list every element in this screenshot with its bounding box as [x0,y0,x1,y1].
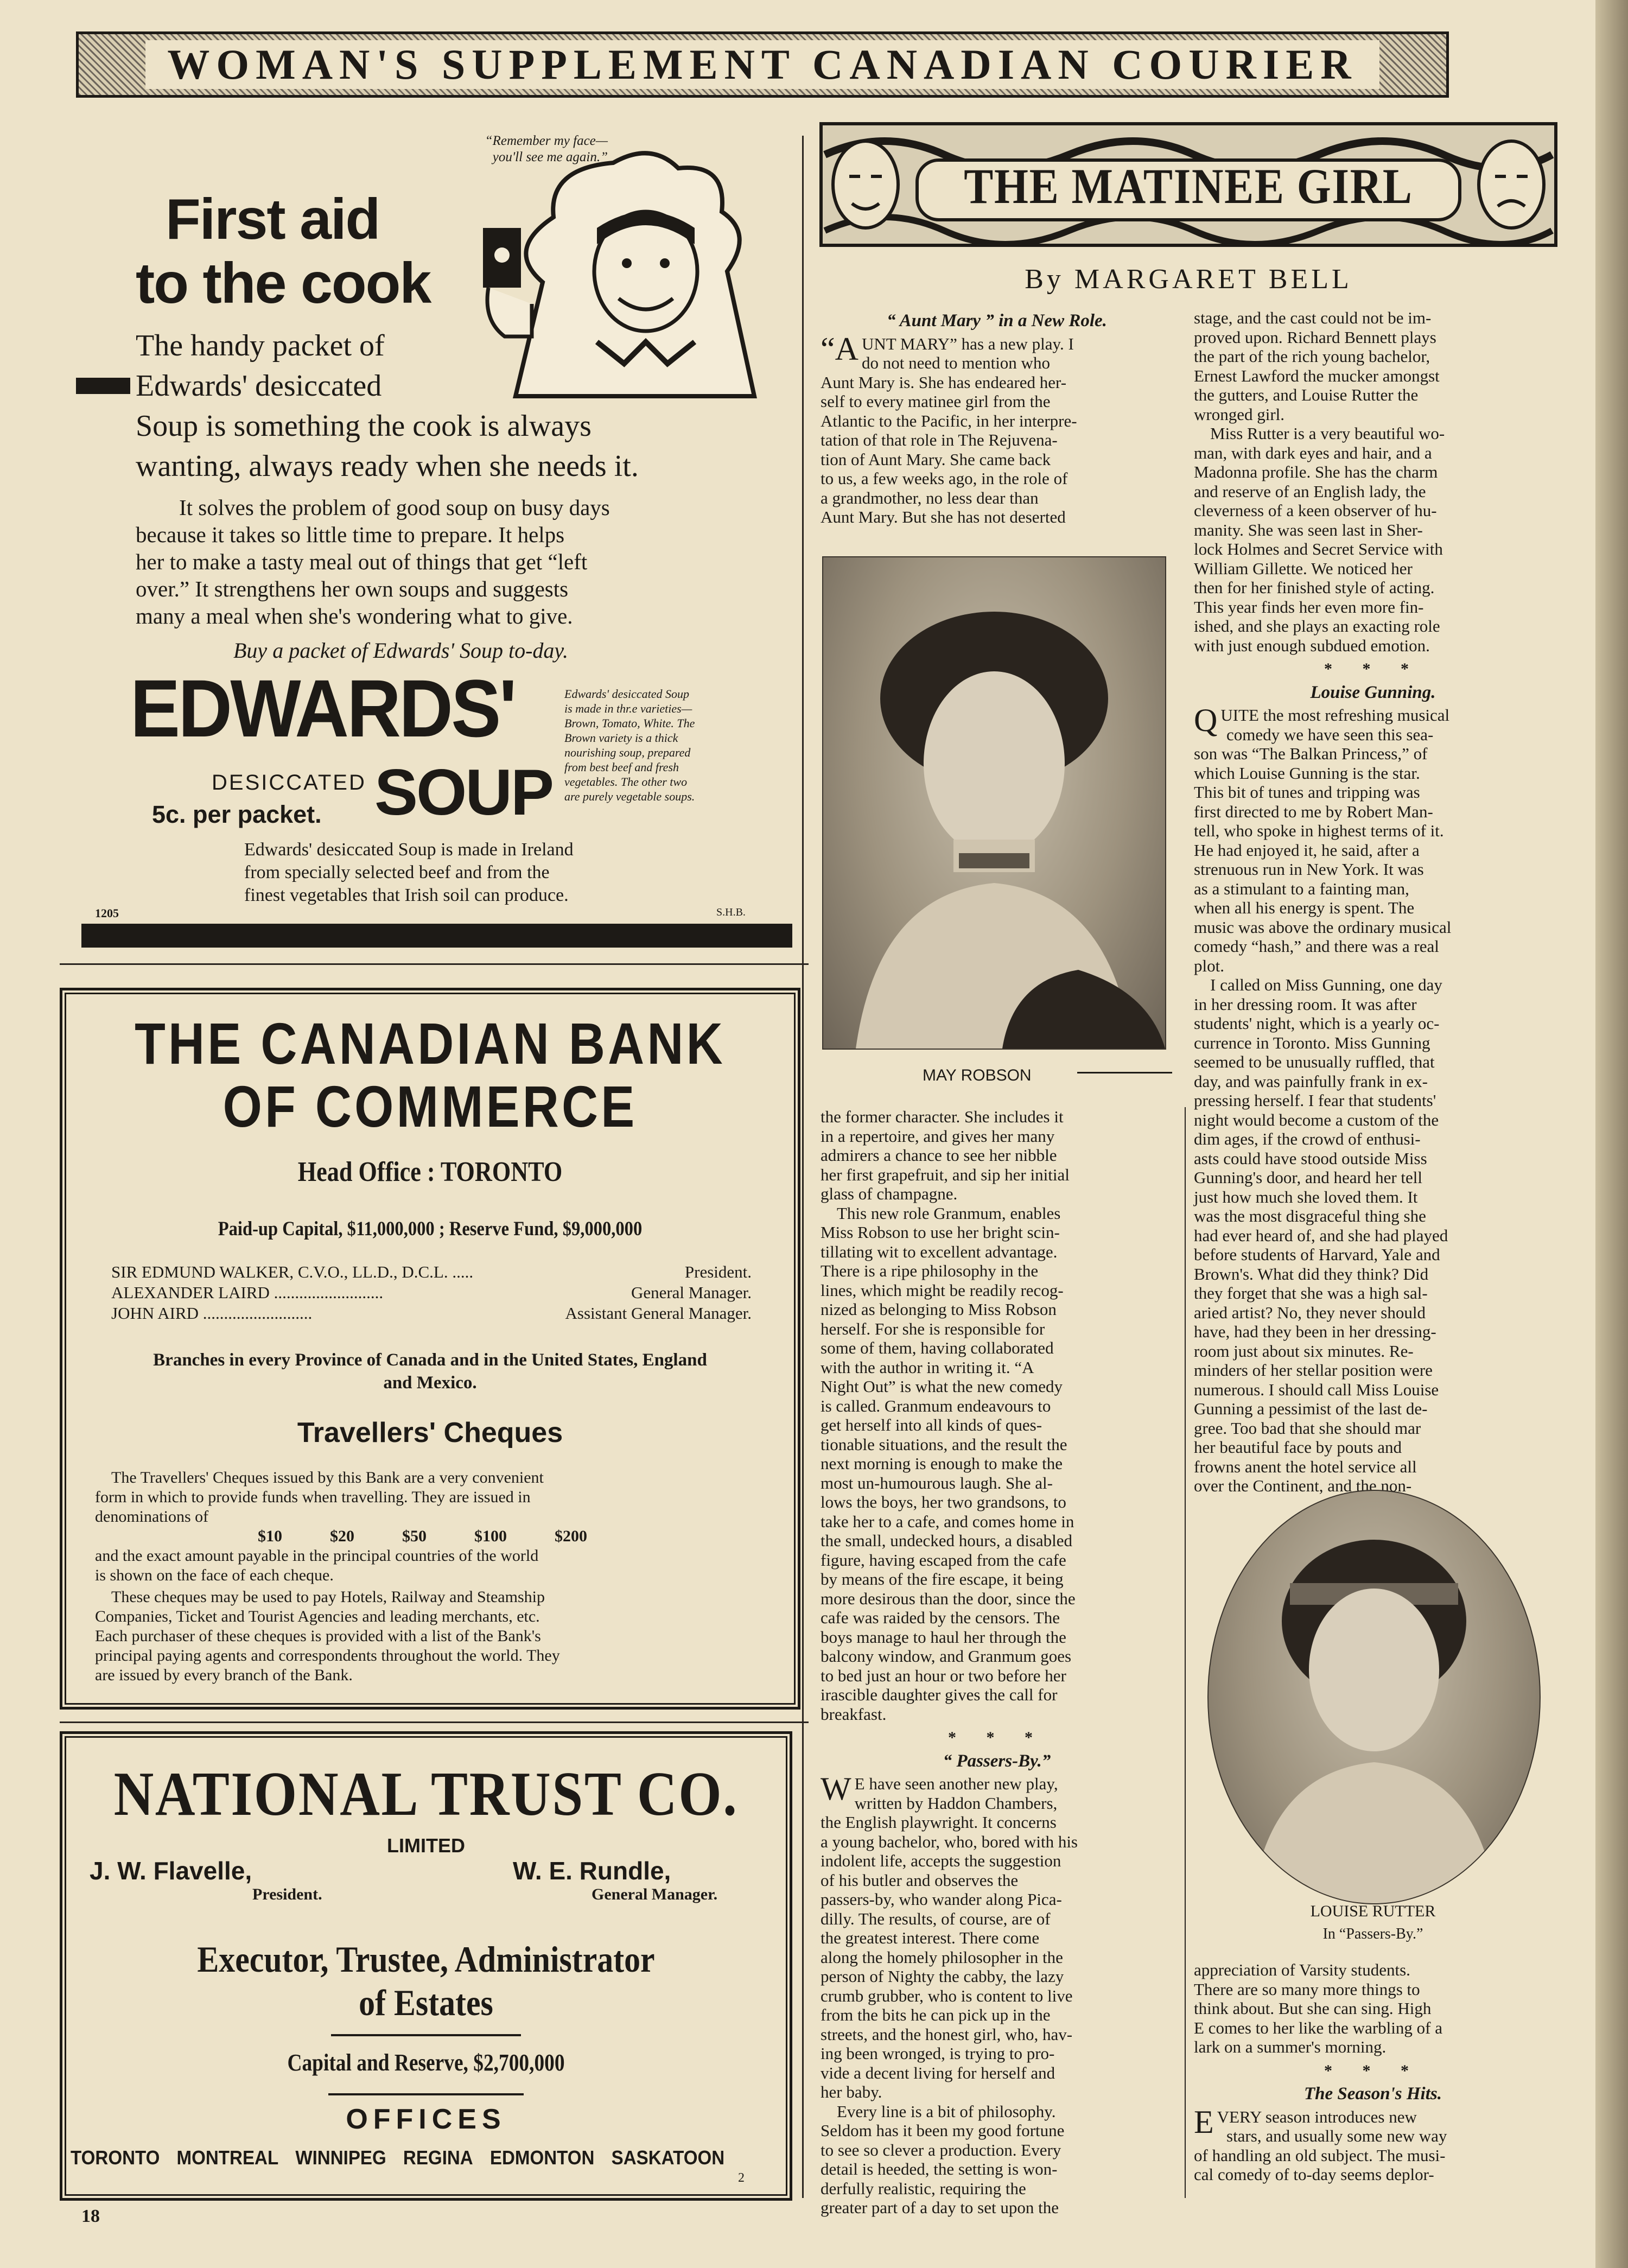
text-line: stars, and usually some new way [1226,2126,1447,2145]
text-line: tillating wit to excellent advantage. [821,1242,1058,1261]
portrait-figure [823,557,1165,1049]
text-line: Miss Rutter is a very beautiful wo- [1210,424,1445,443]
text-line: most un-humourous laugh. She al- [821,1473,1053,1492]
text-line: balcony window, and Granmum goes [821,1647,1072,1666]
office-city: TORONTO [71,2146,160,2169]
section-head: Louise Gunning. [1310,682,1436,702]
section-stars: * * * [1324,660,1422,678]
bank-title [114,1012,746,1138]
text-line: There is a ripe philosophy in the [821,1261,1039,1280]
text-line: to see so clever a production. Every [821,2140,1061,2159]
edwards-soup-ad [81,125,792,955]
text-line: is called. Granmum endeavours to [821,1396,1051,1415]
head-office: Head Office : TORONTO [297,1157,563,1187]
officer-row [111,1282,752,1303]
text-line: seemed to be unusually ruffled, that [1194,1052,1435,1071]
president-name: J. W. Flavelle, [90,1857,252,1885]
text-line: the small, undecked hours, a disabled [821,1531,1073,1550]
speech-line: “Remember my face— [485,134,608,148]
text-line: Gunning a pessimist of the last de- [1194,1399,1428,1418]
text-line: proved upon. Richard Bennett plays [1194,327,1436,347]
bank-title-line: THE CANADIAN BANK [135,1011,726,1076]
text-line: Miss Robson to use her bright scin- [821,1223,1060,1242]
speech-line: you'll see me again.” [492,150,608,164]
louise-rutter-photo [1207,1490,1541,1904]
text-line: ing been wronged, is trying to pro- [821,2044,1055,2063]
intro-line: wanting, always ready when she needs it. [136,449,639,483]
officer-role: President. [684,1262,752,1281]
ad-divider [60,1721,809,1723]
text-line: asts could have stood outside Miss [1194,1148,1427,1168]
denomination: $10 [258,1527,282,1545]
text-line: streets, and the honest girl, who, hav- [821,2024,1073,2044]
note-line: is made in thr.e varieties— [564,702,692,715]
cheques-line: form in which to provide funds when travelling. They are issued in [95,1488,531,1506]
text-line: take her to a cafe, and comes home in [821,1511,1074,1531]
soup-logo: SOUP [374,756,553,829]
text-line: Brown's. What did they think? Did [1194,1264,1429,1284]
text-line: strenuous run in New York. It was [1194,860,1424,879]
column-rule [1185,1107,1186,2198]
text-line: lock Holmes and Secret Service with [1194,539,1443,558]
text-line: cafe was raided by the censors. The [821,1608,1060,1627]
denomination: $100 [474,1527,507,1545]
text-line: currence in Toronto. Miss Gunning [1194,1033,1430,1052]
text-line: was the most disgraceful thing she [1194,1206,1426,1225]
text-line: Gunning's door, and heard her tell [1194,1168,1423,1187]
cheques-line: These cheques may be used to pay Hotels, Railway and Steamship [111,1588,545,1606]
branches-line: and Mexico. [383,1373,477,1393]
photo-caption: LOUISE RUTTER [1310,1902,1436,1920]
text-line: cleverness of a keen observer of hu- [1194,501,1437,520]
text-line: lines, which might be readily recog- [821,1280,1064,1300]
text-line: lark on a summer's morning. [1194,2037,1387,2056]
bank-of-commerce-ad [60,988,800,1710]
text-line: E comes to her like the warbling of a [1194,2018,1442,2037]
text-line: dilly. The results, of course, are of [821,1909,1051,1928]
cheques-text [95,1468,768,1685]
trust-services [106,1937,746,2024]
trust-capital: Capital and Reserve, $2,700,000 [287,2049,565,2076]
text-line: from the bits he can pick up in the [821,2005,1051,2024]
offices-list [71,2146,724,2169]
text-line: nized as belonging to Miss Robson [821,1300,1057,1319]
cheques-line: Companies, Ticket and Tourist Agencies and leading merchants, etc. [95,1608,540,1625]
text-line: dim ages, if the crowd of enthusi- [1194,1129,1421,1148]
text-line: numerous. I should call Miss Louise [1194,1380,1439,1399]
edwards-side-note [564,687,754,804]
cheques-title: Travellers' Cheques [297,1417,563,1449]
headline-line: First aid [166,187,380,251]
ad-code-right: S.H.B. [716,906,746,918]
text-line: as a stimulant to a fainting man, [1194,879,1409,898]
intro-line: The handy packet of [136,329,385,363]
body-line: because it takes so little time to prepare. It helps [136,522,565,547]
text-line: appreciation of Varsity students. [1194,1960,1410,1979]
text-line: to us, a few weeks ago, in the role of [821,469,1068,488]
office-city: SASKATOON [611,2146,725,2169]
text-line: with the author in writing it. “A [821,1357,1034,1377]
section-stars: * * * [1324,2061,1422,2080]
officer-row [111,1262,752,1282]
text-line: derfully realistic, requiring the [821,2178,1026,2198]
drop-cap: E [1194,2104,1214,2140]
text-line: written by Haddon Chambers, [854,1793,1058,1813]
desiccated-label: DESICCATED [212,771,366,795]
article-col2-bottom [1194,1960,1552,2184]
text-line: her beautiful face by pouts and [1194,1438,1402,1457]
text-line: This new role Granmum, enables [837,1203,1061,1223]
edwards-headline [136,187,430,315]
black-bar [76,378,130,394]
body-line: her to make a tasty meal out of things that get “left [136,549,588,574]
text-line: the greatest interest. There come [821,1928,1040,1947]
trust-code: 2 [738,2171,745,2185]
text-line: gree. Too bad that she should mar [1194,1418,1421,1438]
body-line: over.” It strengthens her own soups and suggests [136,576,569,601]
text-line: admirers a chance to see her nibble [821,1146,1057,1165]
text-line: a grandmother, no less dear than [821,488,1039,507]
masthead [76,31,1449,98]
text-line: along the homely philosopher in the [821,1947,1063,1967]
text-line: detail is heeded, the setting is won- [821,2159,1058,2178]
text-line: UNT MARY” has a new play. I [861,334,1074,353]
text-line: Atlantic to the Pacific, in her interpre- [821,411,1077,430]
bank-officers [111,1262,752,1324]
text-line: wronged girl. [1194,404,1285,424]
section-head: “ Passers-By.” [943,1751,1051,1771]
services-line: of Estates [359,1982,493,2023]
text-line: the former character. She includes it [821,1107,1064,1126]
cheques-line: are issued by every branch of the Bank. [95,1666,353,1684]
text-line: music was above the ordinary musical [1194,917,1452,937]
text-line: just how much she loved them. It [1194,1187,1418,1206]
text-line: before students of Harvard, Yale and [1194,1245,1440,1264]
text-line: irascible daughter gives the call for [821,1685,1058,1704]
section-head: “ Aunt Mary ” in a New Role. [887,311,1107,331]
may-robson-photo [822,556,1166,1050]
section-head: The Season's Hits. [1304,2084,1442,2104]
text-line: her baby. [821,2082,882,2101]
officer-name: SIR EDMUND WALKER, C.V.O., LL.D., D.C.L. ..... [111,1262,474,1281]
text-line: to bed just an hour or two before her [821,1666,1066,1685]
caption-rule [1077,1072,1172,1073]
paragraph [821,331,1173,527]
text-line: think about. But she can sing. High [1194,1999,1432,2018]
ad-code-left: 1205 [95,906,119,920]
text-line: next morning is enough to make the [821,1454,1063,1473]
article-col1-top [821,308,1173,527]
intro-line: Soup is something the cook is always [136,409,592,443]
text-line: then for her finished style of acting. [1194,578,1435,597]
ad-divider [60,963,809,965]
page-number: 18 [81,2206,100,2226]
officer-name: JOHN AIRD .......................... [111,1304,313,1323]
bank-branches [73,1349,787,1394]
note-line: from best beef and fresh [564,760,679,774]
offices-title: OFFICES [346,2104,506,2135]
note-line: vegetables. The other two [564,775,688,789]
article-byline: By MARGARET BELL [1025,264,1352,295]
headline-line: to the cook [136,251,431,315]
text-line: boys manage to haul her through the [821,1627,1066,1647]
matinee-title: THE MATINEE GIRL [964,158,1413,214]
text-line: glass of champagne. [821,1184,958,1203]
footer-line: Edwards' desiccated Soup is made in Ireland [244,840,574,860]
ad-bottom-bar [81,924,792,948]
text-line: some of them, having collaborated [821,1338,1054,1357]
text-line: son was “The Balkan Princess,” of [1194,744,1428,763]
text-line: He had enjoyed it, he said, after a [1194,840,1420,860]
bank-capital: Paid-up Capital, $11,000,000 ; Reserve Fund, $9,000,000 [218,1218,643,1240]
text-line: room just about six minutes. Re- [1194,1341,1414,1361]
text-line: night would become a custom of the [1194,1110,1439,1129]
masthead-title: WOMAN'S SUPPLEMENT CANADIAN COURIER [145,40,1379,89]
footer-line: finest vegetables that Irish soil can produce. [244,885,569,905]
text-line: a young bachelor, who, bored with his [821,1832,1078,1851]
text-line: ished, and she plays an exacting role [1194,617,1440,636]
text-line: more desirous than the door, since the [821,1589,1076,1608]
text-line: of handling an old subject. The musi- [1194,2145,1446,2165]
text-line: UITE the most refreshing musical [1220,706,1450,725]
text-line: comedy we have seen this sea- [1226,725,1434,744]
edwards-intro [136,326,639,486]
text-line: man, with dark eyes and hair, and a [1194,443,1432,462]
text-line: Night Out” is what the new comedy [821,1377,1063,1396]
denomination: $200 [555,1527,587,1545]
officer-name: ALEXANDER LAIRD .......................... [111,1283,384,1302]
text-line: This bit of tunes and tripping was [1194,783,1420,802]
text-line: E have seen another new play, [854,1774,1058,1793]
branches-line: Branches in every Province of Canada and in the United States, England [153,1350,707,1370]
text-line: indolent life, accepts the suggestion [821,1851,1061,1870]
text-line: passers-by, who wander along Pica- [821,1890,1062,1909]
text-line: Madonna profile. She has the charm [1194,462,1438,481]
trust-manager [513,1856,717,1904]
cheques-line: and the exact amount payable in the principal countries of the world [95,1547,539,1565]
officer-role: Assistant General Manager. [565,1304,752,1323]
text-line: figure, having escaped from the cafe [821,1550,1066,1570]
cheques-line: Each purchaser of these cheques is provided with a list of the Bank's [95,1627,541,1645]
text-line: with just enough subdued emotion. [1194,636,1430,655]
text-line: of his butler and observes the [821,1870,1019,1890]
text-line: greater part of a day to set upon the [821,2198,1059,2217]
text-line: cal comedy of to-day seems deplor- [1194,2165,1434,2184]
trust-president [90,1856,322,1904]
cheques-line: The Travellers' Cheques issued by this Bank are a very convenient [111,1469,544,1486]
text-line: get herself into all kinds of ques- [821,1415,1042,1434]
services-line: Executor, Trustee, Administrator [197,1939,655,1980]
text-line: frowns anent the hotel service all [1194,1457,1417,1476]
cheques-line: is shown on the face of each cheque. [95,1566,334,1584]
cheques-line: principal paying agents and correspondents throughout the world. They [95,1647,560,1665]
cook-speech [429,133,608,166]
text-line: stage, and the cast could not be im- [1194,308,1432,327]
denomination: $50 [402,1527,427,1545]
text-line: tell, who spoke in highest terms of it. [1194,821,1444,840]
text-line: tion of Aunt Mary. She came back [821,449,1051,469]
photo-caption: MAY ROBSON [923,1066,1032,1084]
office-city: EDMONTON [489,2146,595,2169]
text-line: breakfast. [821,1704,887,1724]
edwards-tagline: Buy a packet of Edwards' Soup to-day. [233,638,568,663]
price-label: 5c. per packet. [152,801,322,828]
text-line: manity. She was seen last in Sher- [1194,520,1423,539]
article-col1-bottom [821,1107,1173,2218]
page-edge [1595,0,1628,2268]
drop-cap: “A [821,331,858,367]
text-line: William Gillette. We noticed her [1194,558,1413,578]
text-line: her first grapefruit, and sip her initial [821,1165,1070,1184]
text-line: minders of her stellar position were [1194,1361,1433,1380]
note-line: Edwards' desiccated Soup [564,687,689,701]
text-line: Aunt Mary is. She has endeared her- [821,372,1067,392]
text-line: I called on Miss Gunning, one day [1210,975,1442,994]
text-line: comedy “hash,” and there was a real [1194,937,1439,956]
body-line: It solves the problem of good soup on busy days [179,495,610,520]
denominations [95,1527,768,1546]
text-line: first directed to me by Robert Man- [1194,802,1433,821]
text-line: they forget that she was a high sal- [1194,1284,1428,1303]
article-col2-top [1194,308,1552,1496]
text-line: in her dressing room. It was after [1194,994,1417,1014]
edwards-footer [244,838,574,907]
office-city: MONTREAL [176,2146,279,2169]
text-line: by means of the fire escape, it being [821,1570,1064,1589]
text-line: Seldom has it been my good fortune [821,2121,1065,2140]
manager-name: W. E. Rundle, [513,1857,671,1885]
note-line: Brown, Tomato, White. The [564,716,695,730]
note-line: nourishing soup, prepared [564,746,691,759]
section-stars: * * * [948,1729,1046,1746]
cheques-line: denominations of [95,1508,209,1526]
text-line: tionable situations, and the result the [821,1434,1067,1454]
text-line: lows the boys, her two grandsons, to [821,1492,1066,1511]
intro-line-2 [136,366,639,406]
text-line: Aunt Mary. But she has not deserted [821,507,1066,526]
trust-limited: LIMITED [387,1834,465,1857]
text-line: This year finds her even more fin- [1194,597,1424,617]
trust-rule [328,2093,524,2095]
footer-line: from specially selected beef and from the [244,862,550,882]
text-line: Every line is a bit of philosophy. [837,2101,1056,2121]
text-line: herself. For she is responsible for [821,1319,1045,1338]
body-line: many a meal when she's wondering what to give. [136,603,573,628]
note-line: are purely vegetable soups. [564,790,695,803]
national-trust-ad [60,1731,792,2201]
officer-role: General Manager. [631,1283,752,1302]
office-city: WINNIPEG [295,2146,386,2169]
text-line: have, had they been in her dressing- [1194,1322,1436,1341]
denomination: $20 [330,1527,354,1545]
note-line: Brown variety is a thick [564,731,678,745]
intro-text: Edwards' desiccated [136,369,382,403]
text-line: VERY season introduces new [1217,2107,1417,2126]
text-line: person of Nighty the cabby, the lazy [821,1967,1064,1986]
text-line: had ever heard of, and she had played [1194,1225,1448,1245]
text-line: and reserve of an English lady, the [1194,481,1426,501]
edwards-body [136,494,749,630]
text-line: plot. [1194,956,1224,975]
text-line: pressing herself. I fear that students' [1194,1091,1436,1110]
drop-cap: Q [1194,702,1218,738]
text-line: Ernest Lawford the mucker amongst [1194,366,1440,385]
officer-row [111,1303,752,1324]
text-line: when all his energy is spent. The [1194,898,1415,917]
text-line: There are so many more things to [1194,1979,1420,1999]
text-line: the part of the rich young bachelor, [1194,347,1430,366]
bank-title-line: OF COMMERCE [222,1073,638,1139]
text-line: self to every matinee girl from the [821,392,1051,411]
drop-cap: W [821,1771,851,1807]
president-role: President. [252,1885,322,1903]
photo-subcaption: In “Passers-By.” [1322,1926,1423,1942]
text-line: over the Continent, and the non- [1194,1476,1412,1495]
text-line: the English playwright. It concerns [821,1813,1057,1832]
text-line: students' night, which is a yearly oc- [1194,1014,1440,1033]
text-line: day, and was painfully frank in ex- [1194,1071,1428,1091]
text-line: do not need to mention who [861,353,1050,372]
text-line: in a repertoire, and gives her many [821,1126,1055,1146]
trust-rule [331,2034,521,2036]
trust-title: NATIONAL TRUST CO. [113,1759,739,1829]
text-line: the gutters, and Louise Rutter the [1194,385,1419,404]
manager-role: General Manager. [592,1885,718,1903]
text-line: crumb grubber, who is content to live [821,1986,1073,2005]
text-line: vide a decent living for herself and [821,2063,1055,2082]
edwards-logo: EDWARDS' [130,663,515,754]
portrait-figure [1209,1491,1540,1903]
office-city: REGINA [403,2146,473,2169]
text-line: aried artist? No, they never should [1194,1303,1426,1322]
text-line: which Louise Gunning is the star. [1194,763,1420,783]
column-rule [802,136,804,2198]
text-line: tation of that role in The Rejuvena- [821,430,1058,449]
